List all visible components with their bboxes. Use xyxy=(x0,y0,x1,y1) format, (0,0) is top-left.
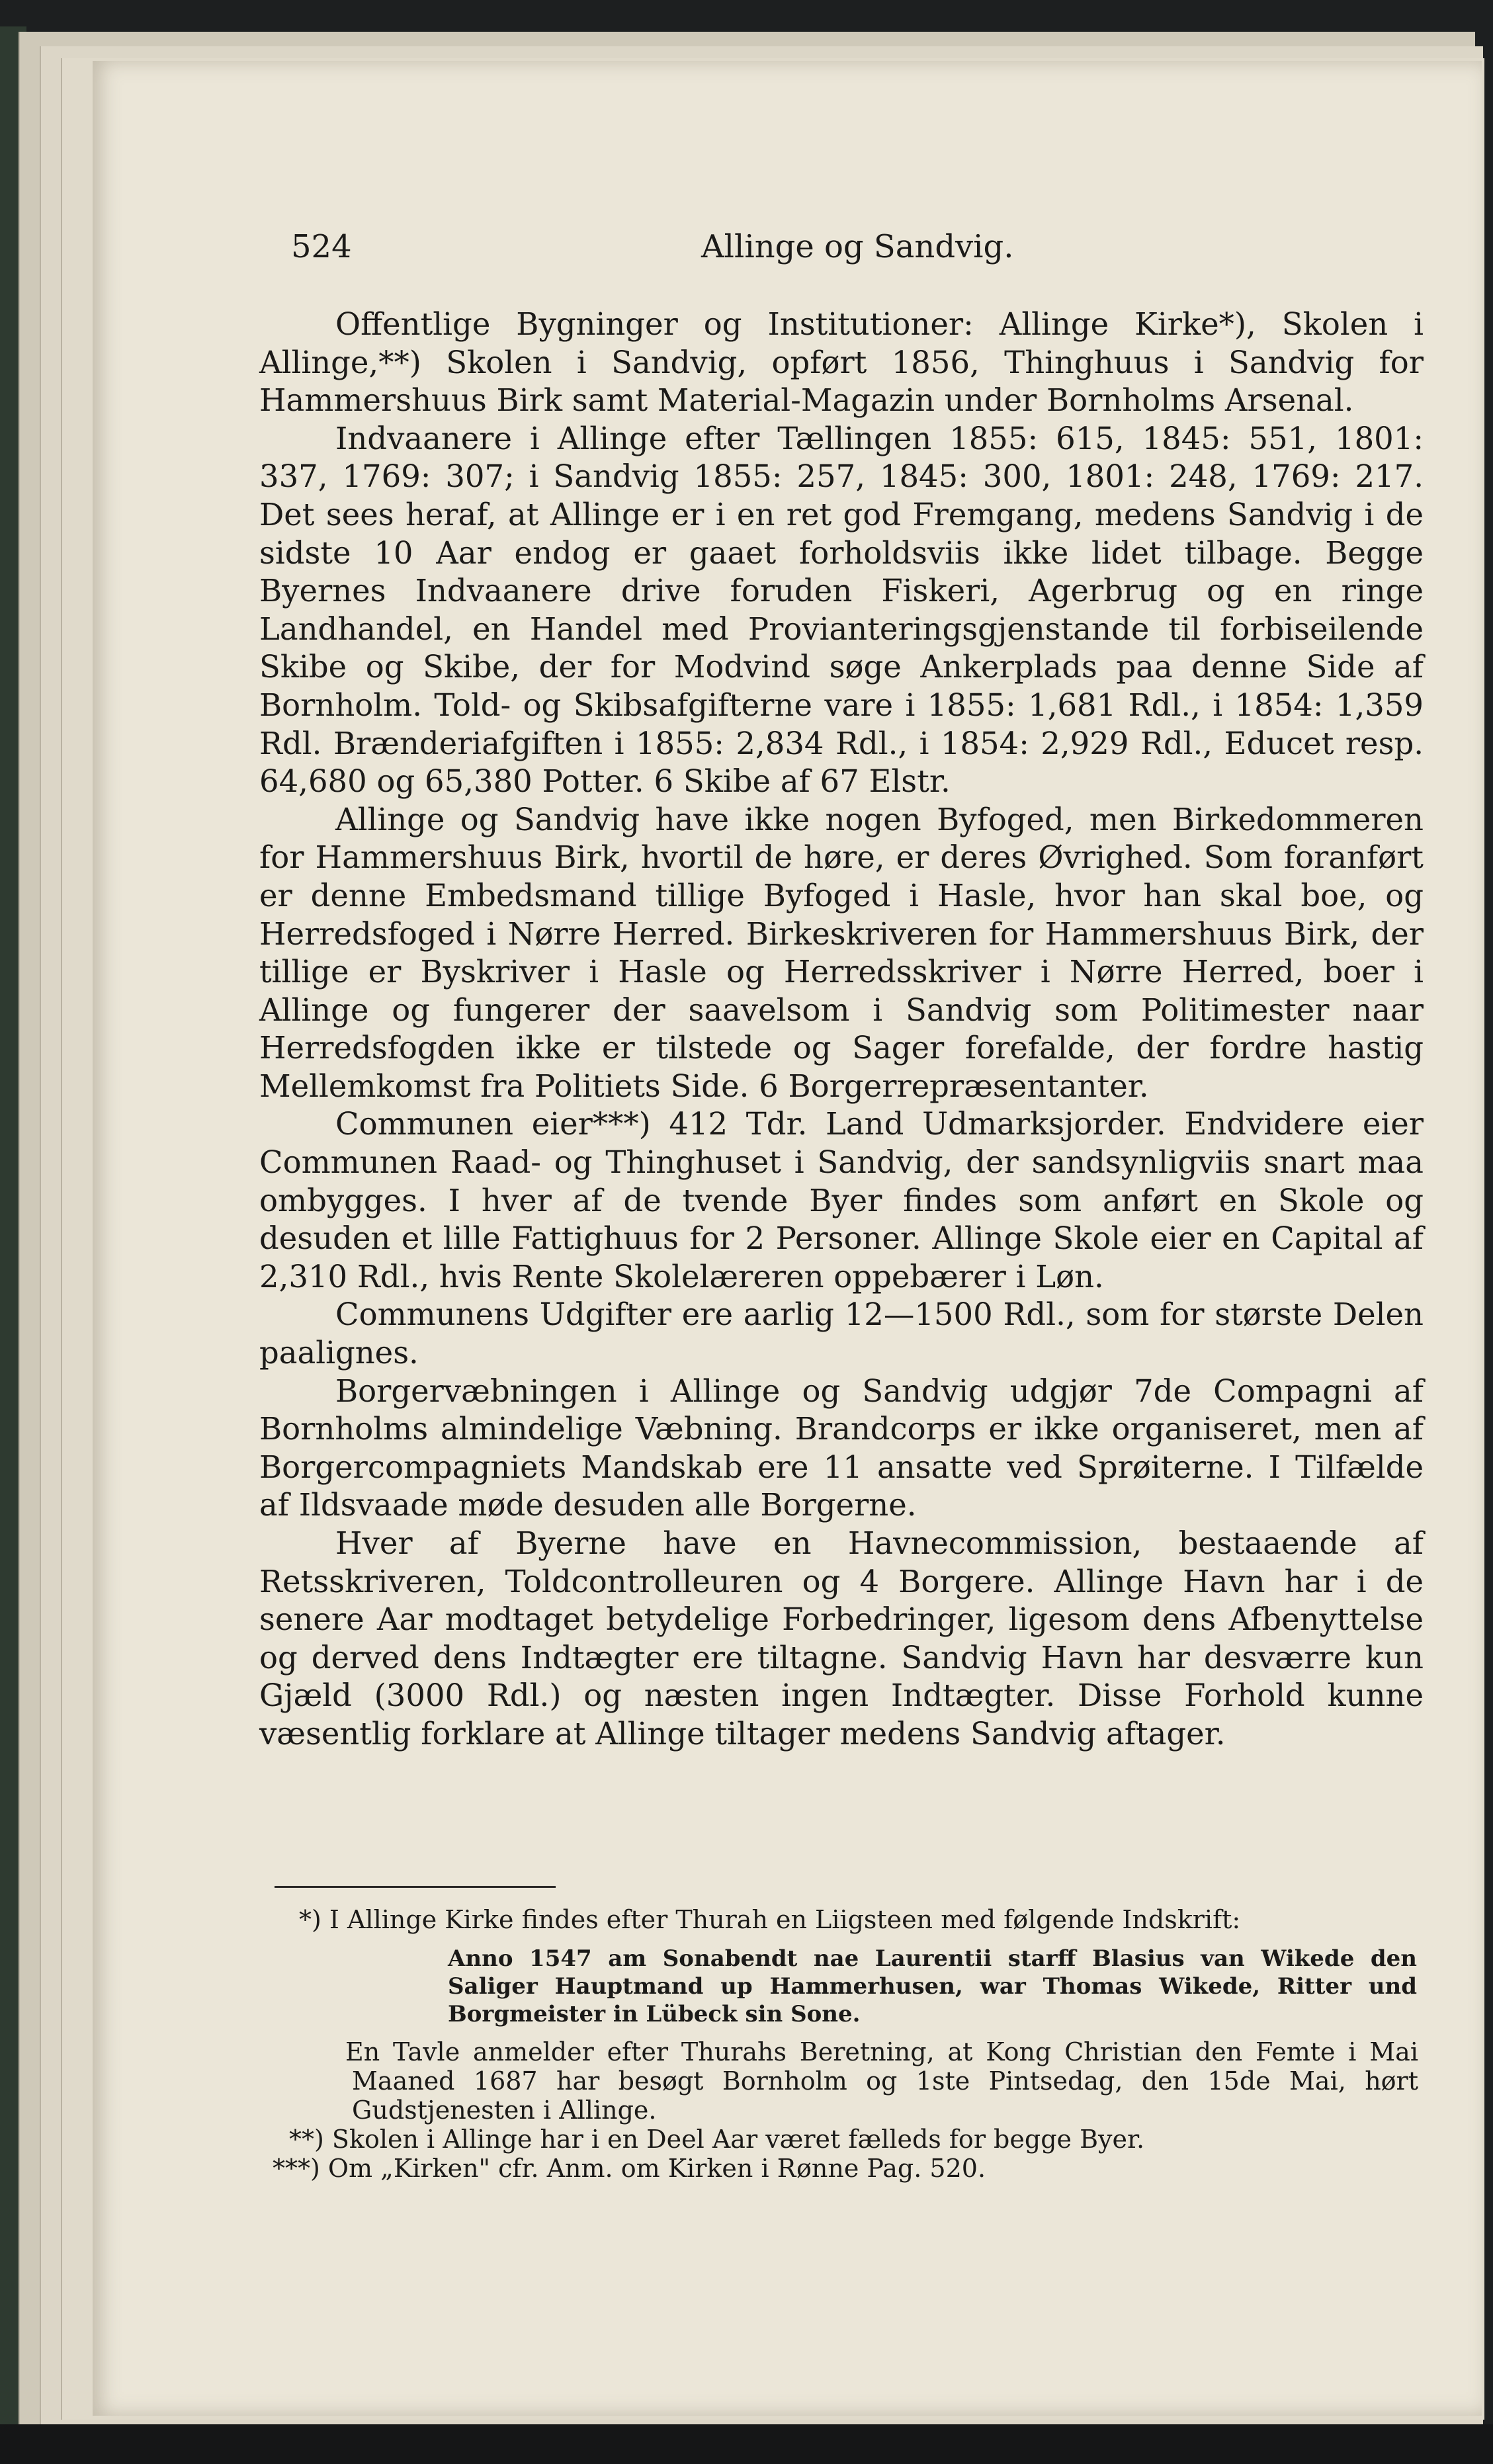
paragraph-commune-expenses: Communens Udgifter ere aarlig 12—1500 Rdl., som for største Delen paalignes. xyxy=(259,1296,1424,1371)
page-number: 524 xyxy=(291,228,352,265)
paragraph-institutions: Offentlige Bygninger og Institutioner: Allinge Kirke*), Skolen i Allinge,**) Skolen i Sandvig, opført 1856, Thinghuus i Sandvig for Hammershuus Birk samt Material-Magazin under Bornholms Arsenal. xyxy=(259,306,1424,419)
running-head: Allinge og Sandvig. xyxy=(701,228,1014,265)
footnotes xyxy=(259,1905,1424,2183)
footnote-divider xyxy=(275,1886,556,1888)
footnote-inscription: Anno 1547 am Sonabendt nae Laurentii starff Blasius van Wikede den Saliger Hauptmand up Hammerhusen, war Thomas Wikede, Ritter und Borgmeister in Lübeck sin Sone. xyxy=(448,1945,1417,2027)
footnote-church-tablet: En Tavle anmelder efter Thurahs Beretning, at Kong Christian den Femte i Mai Maaned 1687 har besøgt Bornholm og 1ste Pintsedag, den 15de Mai, hørt Gudstjenesten i Allinge. xyxy=(345,2037,1418,2125)
paragraph-population: Indvaanere i Allinge efter Tællingen 1855: 615, 1845: 551, 1801: 337, 1769: 307; i Sandvig 1855: 257, 1845: 300, 1801: 248, 1769: 217. Det sees heraf, at Allinge er i en ret god Fremgang, medens Sandvig i de sidste 10 Aar endog er gaaet forholdsviis ikke lidet tilbage. Begge Byernes Indvaanere drive foruden Fiskeri, Agerbrug og en ringe Landhandel, en Handel med Provianteringsgjenstande til forbiseilende Skibe og Skibe, der for Modvind søge Ankerplads paa denne Side af Bornholm. Told- og Skibsafgifterne vare i 1855: 1,681 Rdl., i 1854: 1,359 Rdl. Brænderiafgiften i 1855: 2,834 Rdl., i 1854: 2,929 Rdl., Educet resp. 64,680 og 65,380 Potter. 6 Skibe af 67 Elstr. xyxy=(259,420,1424,800)
body-text xyxy=(259,306,1424,1754)
footnote-church-intro: *) I Allinge Kirke findes efter Thurah en Liigsteen med følgende Indskrift: xyxy=(299,1905,1241,1934)
paragraph-commune-property: Communen eier***) 412 Tdr. Land Udmarksjorder. Endvidere eier Communen Raad- og Thinghuset i Sandvig, der sandsynligviis snart maa ombygges. I hver af de tvende Byer findes som anført en Skole og desuden et lille Fattighuus for 2 Personer. Allinge Skole eier en Capital af 2,310 Rdl., hvis Rente Skolelæreren oppebærer i Løn. xyxy=(259,1106,1424,1295)
footnote-church-ref: ***) Om „Kirken" cfr. Anm. om Kirken i Rønne Pag. 520. xyxy=(273,2154,986,2183)
footnote-school: **) Skolen i Allinge har i en Deel Aar været fælleds for begge Byer. xyxy=(289,2125,1145,2154)
paragraph-administration: Allinge og Sandvig have ikke nogen Byfoged, men Birkedommeren for Hammershuus Birk, hvortil de høre, er deres Øvrighed. Som foranført er denne Embedsmand tillige Byfoged i Hasle, hvor han skal boe, og Herredsfoged i Nørre Herred. Birkeskriveren for Hammershuus Birk, der tillige er Byskriver i Hasle og Herredsskriver i Nørre Herred, boer i Allinge og fungerer der saavelsom i Sandvig som Politimester naar Herredsfogden ikke er tilstede og Sager forefalde, der fordre hastig Mellemkomst fra Politiets Side. 6 Borgerrepræsentanter. xyxy=(259,801,1424,1104)
scan-border xyxy=(0,2424,1493,2464)
paragraph-civic-guard: Borgervæbningen i Allinge og Sandvig udgjør 7de Compagni af Bornholms almindelige Væbning. Brandcorps er ikke organiseret, men af Borgercompagniets Mandskab ere 11 ansatte ved Sprøiterne. I Tilfælde af Ildsvaade møde desuden alle Borgerne. xyxy=(259,1373,1424,1523)
page-header xyxy=(291,228,1429,275)
paragraph-harbour: Hver af Byerne have en Havnecommission, bestaaende af Retsskriveren, Toldcontrolleuren og 4 Borgere. Allinge Havn har i de senere Aar modtaget betydelige Forbedringer, ligesom dens Afbenyttelse og derved dens Indtægter ere tiltagne. Sandvig Havn har desværre kun Gjæld (3000 Rdl.) og næsten ingen Indtægter. Disse Forhold kunne væsentlig forklare at Allinge tiltager medens Sandvig aftager. xyxy=(259,1525,1424,1752)
